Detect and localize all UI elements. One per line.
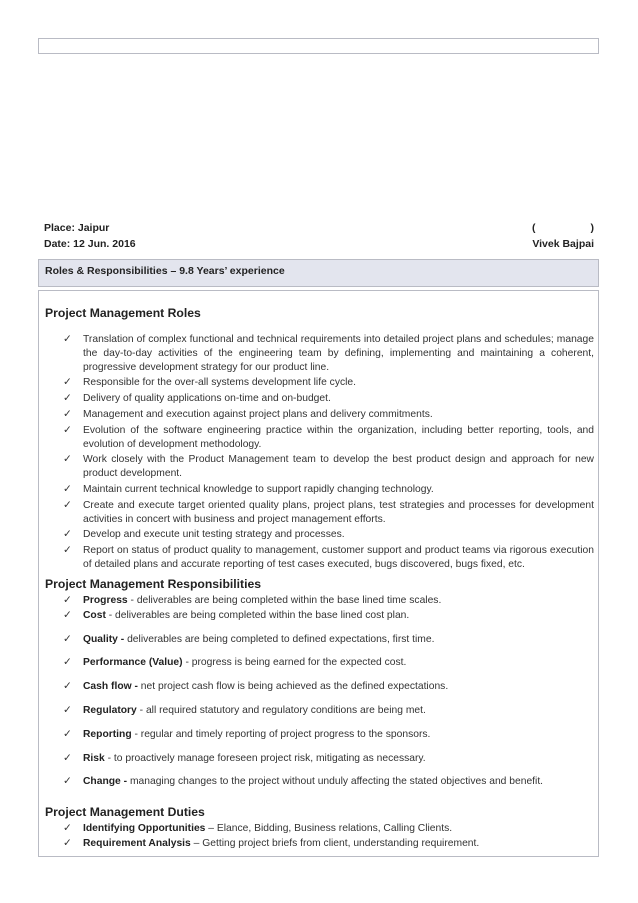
check-icon: ✓ xyxy=(63,680,72,693)
check-icon: ✓ xyxy=(63,727,72,740)
list-item xyxy=(63,609,594,623)
check-icon: ✓ xyxy=(63,656,72,669)
roles-bar xyxy=(38,259,599,287)
check-icon: ✓ xyxy=(63,594,72,606)
paren-open: ( xyxy=(532,222,536,234)
item-text: Getting project briefs from client, understanding requirement. xyxy=(202,837,480,849)
check-icon: ✓ xyxy=(63,482,72,495)
item-text: to proactively manage foreseen project risk, mitigating as necessary. xyxy=(113,752,426,764)
paren-close: ) xyxy=(590,222,594,234)
list-item xyxy=(63,594,594,608)
check-icon: ✓ xyxy=(63,528,72,541)
list-item xyxy=(63,633,594,647)
item-separator: - xyxy=(105,609,116,621)
responsibilities-heading: Project Management Responsibilities xyxy=(45,577,262,591)
check-icon: ✓ xyxy=(63,822,72,834)
item-term: Reporting xyxy=(83,728,132,740)
place-row xyxy=(44,222,594,234)
item-separator: - xyxy=(182,657,192,669)
list-item xyxy=(63,424,594,452)
check-icon: ✓ xyxy=(63,407,72,420)
list-item xyxy=(63,528,594,542)
item-separator: - xyxy=(127,595,137,606)
item-text: Elance, Bidding, Business relations, Calling Clients. xyxy=(216,823,453,834)
check-icon: ✓ xyxy=(63,751,72,764)
date-row xyxy=(44,238,594,250)
roles-heading: Project Management Roles xyxy=(45,306,201,320)
signature-parentheses xyxy=(532,222,594,234)
item-text: Delivery of quality applications on-time and on-budget. xyxy=(83,393,331,405)
item-text: net project cash flow is being achieved as the defined expectations. xyxy=(140,681,449,693)
item-text: managing changes to the project without unduly affecting the stated objectives and benefit. xyxy=(129,776,544,788)
duties-list xyxy=(63,822,594,851)
item-text: Evolution of the software engineering practice within the organization, including better reporting, tools, and evolution of development methodology. xyxy=(83,424,594,450)
check-icon: ✓ xyxy=(63,775,72,788)
check-icon: ✓ xyxy=(63,333,72,345)
check-icon: ✓ xyxy=(63,544,72,557)
item-text: deliverables are being completed within the base lined time scales. xyxy=(136,595,442,606)
item-text: regular and timely reporting of project progress to the sponsors. xyxy=(140,728,431,740)
item-term: Cash flow - xyxy=(83,681,138,693)
item-term: Cost xyxy=(83,609,106,621)
list-item xyxy=(63,544,594,572)
item-text: Maintain current technical knowledge to support rapidly changing technology. xyxy=(83,483,434,495)
list-item xyxy=(63,333,594,374)
check-icon: ✓ xyxy=(63,632,72,645)
check-icon: ✓ xyxy=(63,423,72,436)
roles-list xyxy=(63,333,594,572)
item-separator: – xyxy=(190,837,203,849)
check-icon: ✓ xyxy=(63,703,72,716)
item-term: Quality - xyxy=(83,633,125,645)
date-label: Date: 12 Jun. 2016 xyxy=(44,238,136,250)
item-term: Performance (Value) xyxy=(83,657,183,669)
list-item xyxy=(63,775,594,789)
list-item xyxy=(63,392,594,406)
item-term: Progress xyxy=(83,595,128,606)
list-item xyxy=(63,704,594,718)
item-term: Risk xyxy=(83,752,105,764)
roles-bar-title: Roles & Responsibilities – 9.8 Years’ experience xyxy=(45,265,285,277)
item-separator: - xyxy=(104,752,114,764)
item-text: Responsible for the over-all systems development life cycle. xyxy=(83,377,356,389)
list-item xyxy=(63,752,594,766)
item-text: deliverables are being completed within the base lined cost plan. xyxy=(115,609,410,621)
check-icon: ✓ xyxy=(63,836,72,849)
item-term: Change - xyxy=(83,776,128,788)
item-text: Translation of complex functional and technical requirements into detailed project plans and schedules; manage the day-to-day activities of the engineering team by defining, implementing and maintaining a coherent, progressive development strategy for our product line. xyxy=(83,334,594,373)
list-item xyxy=(63,822,594,836)
item-separator: – xyxy=(205,823,217,834)
item-separator: - xyxy=(136,704,146,716)
item-separator: - xyxy=(131,728,141,740)
check-icon: ✓ xyxy=(63,453,72,466)
item-text: deliverables are being completed to defined expectations, first time. xyxy=(127,633,435,645)
list-item xyxy=(63,728,594,742)
item-text: progress is being earned for the expected cost. xyxy=(191,657,407,669)
item-text: Develop and execute unit testing strategy and processes. xyxy=(83,529,345,541)
check-icon: ✓ xyxy=(63,376,72,389)
place-label: Place: Jaipur xyxy=(44,222,110,234)
item-term: Regulatory xyxy=(83,704,137,716)
duties-heading: Project Management Duties xyxy=(45,805,205,819)
list-item xyxy=(63,499,594,527)
list-item xyxy=(63,680,594,694)
list-item xyxy=(63,656,594,670)
check-icon: ✓ xyxy=(63,608,72,621)
check-icon: ✓ xyxy=(63,392,72,405)
list-item xyxy=(63,837,594,851)
item-text: Create and execute target oriented quality plans, project plans, test strategies and processes for development activities in concert with business and project management efforts. xyxy=(83,499,594,525)
item-text: Management and execution against project plans and delivery commitments. xyxy=(83,408,433,420)
item-text: all required statutory and regulatory conditions are being met. xyxy=(145,704,426,716)
item-term: Requirement Analysis xyxy=(83,837,191,849)
item-text: Report on status of product quality to management, customer support and product teams via rigorous execution of detailed plans and accurate reporting of test cases executed, bugs discovered, bugs fixed, etc. xyxy=(83,545,594,570)
list-item xyxy=(63,483,594,497)
list-item xyxy=(63,376,594,390)
signature-name: Vivek Bajpai xyxy=(532,238,594,250)
list-item xyxy=(63,453,594,481)
item-term: Identifying Opportunities xyxy=(83,823,206,834)
list-item xyxy=(63,408,594,422)
check-icon: ✓ xyxy=(63,498,72,511)
item-text: Work closely with the Product Management team to develop the best product design and approach for new product development. xyxy=(83,454,594,480)
responsibilities-list xyxy=(63,594,594,789)
header-box xyxy=(38,38,599,54)
